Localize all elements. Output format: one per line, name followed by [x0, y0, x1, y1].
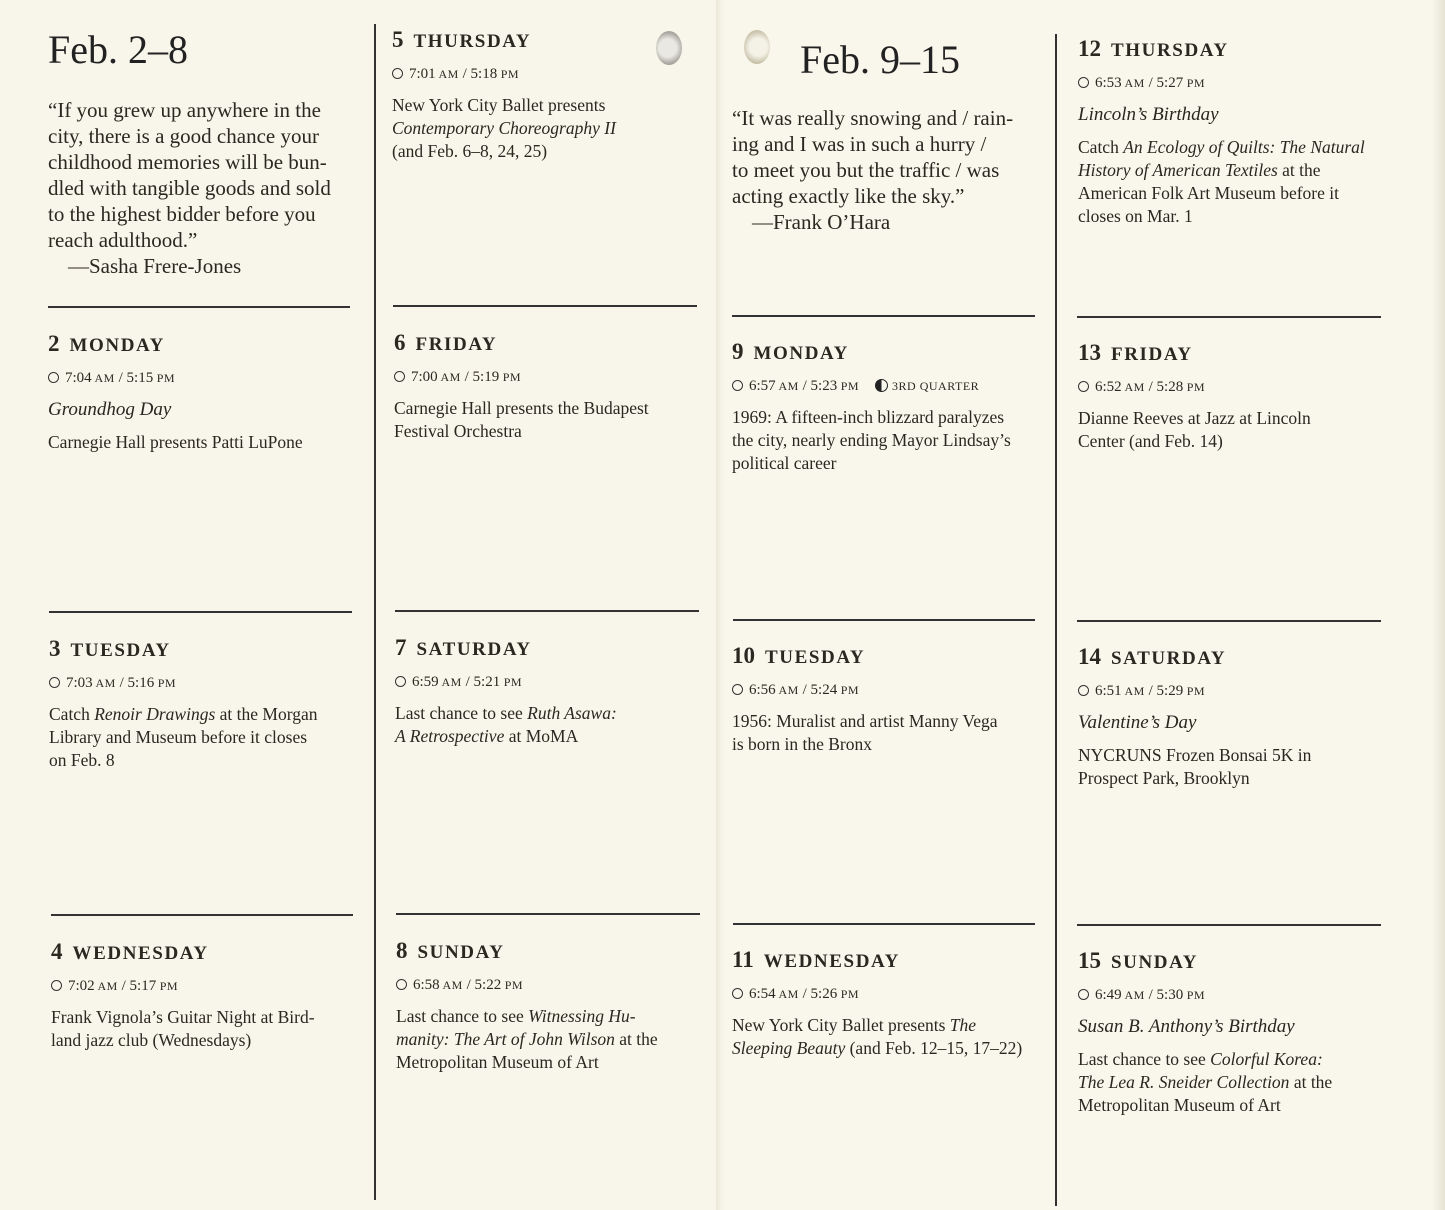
- quote-line: “It was really snowing and / rain-: [732, 106, 1014, 130]
- time-separator: /: [458, 66, 471, 82]
- sunrise-sunset: [395, 672, 695, 692]
- pm-label: PM: [1183, 684, 1206, 698]
- day-divider: [1077, 620, 1381, 622]
- event-title: Sleeping Beauty: [732, 1038, 846, 1058]
- event-line: Metropolitan Museum of Art: [396, 1052, 599, 1072]
- event-text: [394, 397, 694, 443]
- day-heading: [732, 946, 1032, 976]
- day-divider: [51, 914, 353, 916]
- event-line: [392, 117, 692, 140]
- am-label: AM: [91, 371, 115, 385]
- day-cell-feb-7: [395, 634, 695, 748]
- sun-icon: [1078, 381, 1089, 392]
- event-line: (and Feb. 6–8, 24, 25): [392, 141, 548, 161]
- day-number: 4: [51, 939, 63, 964]
- holiday-label: Valentine’s Day: [1078, 712, 1197, 733]
- holiday-label: Susan B. Anthony’s Birthday: [1078, 1016, 1295, 1037]
- day-cell-feb-8: [396, 937, 696, 1074]
- sunrise-sunset: [1078, 985, 1378, 1005]
- event-line: land jazz club (Wednesdays): [51, 1030, 252, 1050]
- day-name: MONDAY: [753, 343, 849, 364]
- event-text: [48, 431, 348, 454]
- pm-label: PM: [1183, 380, 1206, 394]
- week-title: Feb. 9–15: [800, 37, 960, 82]
- day-cell-feb-15: [1078, 947, 1378, 1117]
- book-gutter: [716, 0, 726, 1210]
- day-heading: [392, 26, 692, 56]
- time-separator: /: [461, 674, 474, 690]
- day-number: 14: [1078, 644, 1101, 669]
- sunset-time: 5:28: [1156, 379, 1184, 395]
- week-title: Feb. 2–8: [48, 27, 188, 72]
- sun-icon: [396, 979, 407, 990]
- time-separator: /: [1144, 987, 1157, 1003]
- half-moon-icon: [875, 379, 888, 392]
- day-name: TUESDAY: [70, 640, 171, 661]
- sunset-time: 5:26: [810, 986, 838, 1002]
- quote-line: reach adulthood.”: [48, 228, 198, 252]
- day-number: 2: [48, 331, 60, 356]
- time-separator: /: [1144, 683, 1157, 699]
- day-heading: [732, 338, 1032, 368]
- day-number: 11: [732, 947, 754, 972]
- event-title: manity: The Art of John Wilson: [396, 1029, 615, 1049]
- sunrise-sunset: [1078, 73, 1378, 93]
- event-title: A Retrospective: [395, 726, 505, 746]
- holiday-label: Groundhog Day: [48, 399, 172, 420]
- sunrise-sunset: [732, 376, 1032, 396]
- event-line: political career: [732, 453, 837, 473]
- day-number: 10: [732, 643, 755, 668]
- quote-line: acting exactly like the sky.”: [732, 184, 965, 208]
- event-title: The: [949, 1015, 977, 1035]
- event-title: Ruth Asawa:: [527, 703, 617, 723]
- am-label: AM: [438, 675, 462, 689]
- am-label: AM: [1121, 76, 1145, 90]
- day-heading: [1078, 339, 1378, 369]
- day-name: THURSDAY: [1111, 40, 1229, 61]
- event-title: An Ecology of Quilts: The Natural: [1123, 137, 1365, 157]
- day-heading: [396, 937, 696, 967]
- event-line: Prospect Park, Brooklyn: [1078, 768, 1250, 788]
- sunrise-time: 7:02: [68, 978, 95, 994]
- event-line: Dianne Reeves at Jazz at Lincoln: [1078, 408, 1311, 428]
- day-cell-feb-2: [48, 330, 348, 454]
- sunrise-sunset: [732, 984, 1032, 1004]
- event-line: History of American Textiles at the: [1078, 160, 1321, 180]
- day-divider: [48, 306, 350, 308]
- am-label: AM: [775, 379, 799, 393]
- sun-icon: [51, 980, 62, 991]
- pm-label: PM: [1183, 76, 1206, 90]
- event-text: [732, 710, 1032, 756]
- event-line: closes on Mar. 1: [1078, 206, 1193, 226]
- event-line: New York City Ballet presents The: [732, 1015, 977, 1035]
- event-line: is born in the Bronx: [732, 734, 872, 754]
- sun-icon: [1078, 685, 1089, 696]
- am-label: AM: [1121, 988, 1145, 1002]
- day-name: WEDNESDAY: [763, 951, 900, 972]
- day-divider: [49, 611, 352, 613]
- sunset-time: 5:17: [129, 978, 157, 994]
- event-line: Carnegie Hall presents Patti LuPone: [48, 432, 303, 452]
- pm-label: PM: [501, 978, 524, 992]
- pm-label: PM: [499, 370, 522, 384]
- day-number: 8: [396, 938, 408, 963]
- day-divider: [395, 610, 699, 612]
- sunrise-sunset: [49, 673, 349, 693]
- event-line: Last chance to see Ruth Asawa:: [395, 703, 617, 723]
- am-label: AM: [1121, 380, 1145, 394]
- sunrise-time: 6:57: [749, 378, 776, 394]
- sunrise-time: 6:53: [1095, 75, 1122, 91]
- event-text: [49, 703, 349, 772]
- day-cell-feb-4: [51, 938, 351, 1052]
- time-separator: /: [115, 675, 128, 691]
- day-name: SUNDAY: [417, 942, 505, 963]
- am-label: AM: [92, 676, 116, 690]
- time-separator: /: [462, 977, 475, 993]
- event-title: Colorful Korea:: [1210, 1049, 1323, 1069]
- sunrise-time: 7:00: [411, 369, 438, 385]
- time-separator: /: [798, 378, 811, 394]
- day-cell-feb-10: [732, 642, 1032, 756]
- event-line: The Lea R. Sneider Collection at the: [1078, 1072, 1333, 1092]
- day-name: WEDNESDAY: [72, 943, 209, 964]
- day-name: SATURDAY: [1111, 648, 1227, 669]
- day-cell-feb-3: [49, 635, 349, 772]
- sunrise-sunset: [396, 975, 696, 995]
- day-cell-feb-12: [1078, 35, 1378, 228]
- day-divider: [733, 619, 1035, 621]
- day-number: 9: [732, 339, 744, 364]
- event-line: Last chance to see Witnessing Hu-: [396, 1006, 636, 1026]
- day-divider: [393, 305, 697, 307]
- page-edge-shadow: [1433, 0, 1445, 1210]
- sunrise-time: 6:51: [1095, 683, 1122, 699]
- event-text: [732, 406, 1032, 475]
- sun-icon: [1078, 77, 1089, 88]
- sunrise-time: 7:03: [66, 675, 93, 691]
- pm-label: PM: [837, 683, 860, 697]
- day-heading: [732, 642, 1032, 672]
- event-line: American Folk Art Museum before it: [1078, 183, 1339, 203]
- day-number: 15: [1078, 948, 1101, 973]
- day-divider: [1077, 316, 1381, 318]
- am-label: AM: [775, 683, 799, 697]
- column-divider: [374, 24, 376, 1200]
- event-text: [1078, 136, 1378, 228]
- day-divider: [1077, 924, 1381, 926]
- pm-label: PM: [837, 379, 860, 393]
- sunrise-time: 6:52: [1095, 379, 1122, 395]
- event-line: Metropolitan Museum of Art: [1078, 1095, 1281, 1115]
- day-divider: [733, 923, 1035, 925]
- day-number: 7: [395, 635, 407, 660]
- pm-label: PM: [500, 675, 523, 689]
- time-separator: /: [114, 370, 127, 386]
- day-number: 3: [49, 636, 61, 661]
- sunrise-sunset: [392, 64, 692, 84]
- day-heading: [1078, 35, 1378, 65]
- sunrise-time: 6:59: [412, 674, 439, 690]
- event-line: Festival Orchestra: [394, 421, 522, 441]
- day-heading: [1078, 947, 1378, 977]
- event-line: 1969: A fifteen-inch blizzard paralyzes: [732, 407, 1005, 427]
- sunrise-time: 6:49: [1095, 987, 1122, 1003]
- sunset-time: 5:22: [474, 977, 502, 993]
- moon-phase: 3RD QUARTER: [892, 379, 980, 393]
- binder-hole-icon: [744, 30, 770, 64]
- sunset-time: 5:16: [127, 675, 155, 691]
- day-divider: [732, 315, 1035, 317]
- pm-label: PM: [497, 67, 520, 81]
- column-divider: [1055, 34, 1057, 1206]
- time-separator: /: [460, 369, 473, 385]
- sun-icon: [394, 371, 405, 382]
- day-divider: [396, 913, 700, 915]
- am-label: AM: [435, 67, 459, 81]
- sunset-time: 5:24: [810, 682, 838, 698]
- day-number: 13: [1078, 340, 1101, 365]
- sun-icon: [732, 684, 743, 695]
- sunrise-time: 7:01: [409, 66, 436, 82]
- holiday-label: Lincoln’s Birthday: [1078, 104, 1219, 125]
- sunrise-time: 6:56: [749, 682, 776, 698]
- event-title: The Lea R. Sneider Collection: [1078, 1072, 1290, 1092]
- sunset-time: 5:30: [1156, 987, 1184, 1003]
- event-text: [1078, 744, 1378, 790]
- day-name: TUESDAY: [765, 647, 866, 668]
- day-name: FRIDAY: [1111, 344, 1193, 365]
- quote-line: “If you grew up anywhere in the: [48, 98, 321, 122]
- sun-icon: [49, 677, 60, 688]
- event-line: Last chance to see Colorful Korea:: [1078, 1049, 1323, 1069]
- day-number: 12: [1078, 36, 1101, 61]
- event-line: the city, nearly ending Mayor Lindsay’s: [732, 430, 1011, 450]
- day-name: THURSDAY: [413, 31, 532, 52]
- day-cell-feb-9: [732, 338, 1032, 475]
- day-name: SATURDAY: [416, 639, 532, 660]
- event-line: Catch An Ecology of Quilts: The Natural: [1078, 137, 1365, 157]
- sunset-time: 5:19: [472, 369, 500, 385]
- day-heading: [394, 329, 694, 359]
- sunset-time: 5:18: [470, 66, 498, 82]
- am-label: AM: [1121, 684, 1145, 698]
- sun-icon: [732, 380, 743, 391]
- sunrise-time: 6:54: [749, 986, 776, 1002]
- event-line: New York City Ballet presents: [392, 95, 606, 115]
- sunset-time: 5:23: [810, 378, 838, 394]
- quote-attribution: —Sasha Frere-Jones: [68, 254, 242, 278]
- event-line: manity: The Art of John Wilson at the: [396, 1029, 658, 1049]
- time-separator: /: [798, 682, 811, 698]
- quote-line: to meet you but the traffic / was: [732, 158, 1000, 182]
- day-cell-feb-14: [1078, 643, 1378, 790]
- quote-line: to the highest bidder before you: [48, 202, 316, 226]
- event-line: Sleeping Beauty (and Feb. 12–15, 17–22): [732, 1038, 1023, 1058]
- time-separator: /: [1144, 379, 1157, 395]
- sunset-time: 5:27: [1156, 75, 1184, 91]
- event-line: Frank Vignola’s Guitar Night at Bird-: [51, 1007, 315, 1027]
- sunrise-sunset: [51, 976, 351, 996]
- event-text: [1078, 1048, 1378, 1117]
- event-line: 1956: Muralist and artist Manny Vega: [732, 711, 998, 731]
- am-label: AM: [775, 987, 799, 1001]
- pm-label: PM: [156, 979, 179, 993]
- sunset-time: 5:29: [1156, 683, 1184, 699]
- pm-label: PM: [837, 987, 860, 1001]
- event-text: [732, 1014, 1032, 1060]
- day-heading: [49, 635, 349, 665]
- pm-label: PM: [154, 676, 177, 690]
- sunrise-sunset: [394, 367, 694, 387]
- quote-attribution: —Frank O’Hara: [752, 210, 891, 234]
- quote-line: dled with tangible goods and sold: [48, 176, 331, 200]
- sunrise-sunset: [1078, 377, 1378, 397]
- event-title: Renoir Drawings: [94, 704, 216, 724]
- day-name: MONDAY: [69, 335, 165, 356]
- quote-line: ing and I was in such a hurry /: [732, 132, 987, 156]
- day-cell-feb-5: [392, 26, 692, 163]
- sun-icon: [48, 372, 59, 383]
- sun-icon: [392, 68, 403, 79]
- sunrise-time: 7:04: [65, 370, 92, 386]
- event-title: Witnessing Hu-: [528, 1006, 636, 1026]
- day-cell-feb-11: [732, 946, 1032, 1060]
- sunrise-sunset: [1078, 681, 1378, 701]
- event-line: A Retrospective at MoMA: [395, 726, 579, 746]
- pm-label: PM: [1183, 988, 1206, 1002]
- event-text: [51, 1006, 351, 1052]
- event-text: [392, 94, 692, 163]
- sun-icon: [395, 676, 406, 687]
- time-separator: /: [117, 978, 130, 994]
- event-text: [1078, 407, 1378, 453]
- am-label: AM: [94, 979, 118, 993]
- time-separator: /: [798, 986, 811, 1002]
- week-quote: [48, 97, 331, 279]
- quote-line: city, there is a good chance your: [48, 124, 319, 148]
- sunrise-time: 6:58: [413, 977, 440, 993]
- event-line: Center (and Feb. 14): [1078, 431, 1223, 451]
- sunrise-sunset: [48, 368, 348, 388]
- day-heading: [48, 330, 348, 360]
- day-heading: [51, 938, 351, 968]
- sunset-time: 5:15: [126, 370, 154, 386]
- event-title: Contemporary Choreography II: [392, 118, 616, 138]
- event-line: Carnegie Hall presents the Budapest: [394, 398, 649, 418]
- event-text: [395, 702, 695, 748]
- day-heading: [395, 634, 695, 664]
- time-separator: /: [1144, 75, 1157, 91]
- day-number: 5: [392, 27, 404, 52]
- event-line: Library and Museum before it closes: [49, 727, 308, 747]
- quote-line: childhood memories will be bun-: [48, 150, 327, 174]
- sunset-time: 5:21: [473, 674, 501, 690]
- event-title: History of American Textiles: [1078, 160, 1278, 180]
- sunrise-sunset: [732, 680, 1032, 700]
- day-name: SUNDAY: [1111, 952, 1199, 973]
- day-number: 6: [394, 330, 406, 355]
- week-quote: [732, 105, 1013, 235]
- day-cell-feb-6: [394, 329, 694, 443]
- sun-icon: [1078, 989, 1089, 1000]
- pm-label: PM: [153, 371, 176, 385]
- day-heading: [1078, 643, 1378, 673]
- am-label: AM: [437, 370, 461, 384]
- am-label: AM: [439, 978, 463, 992]
- event-line: on Feb. 8: [49, 750, 115, 770]
- day-name: FRIDAY: [415, 334, 498, 355]
- event-text: [396, 1005, 696, 1074]
- event-line: Catch Renoir Drawings at the Morgan: [49, 704, 318, 724]
- day-cell-feb-13: [1078, 339, 1378, 453]
- event-line: NYCRUNS Frozen Bonsai 5K in: [1078, 745, 1312, 765]
- sun-icon: [732, 988, 743, 999]
